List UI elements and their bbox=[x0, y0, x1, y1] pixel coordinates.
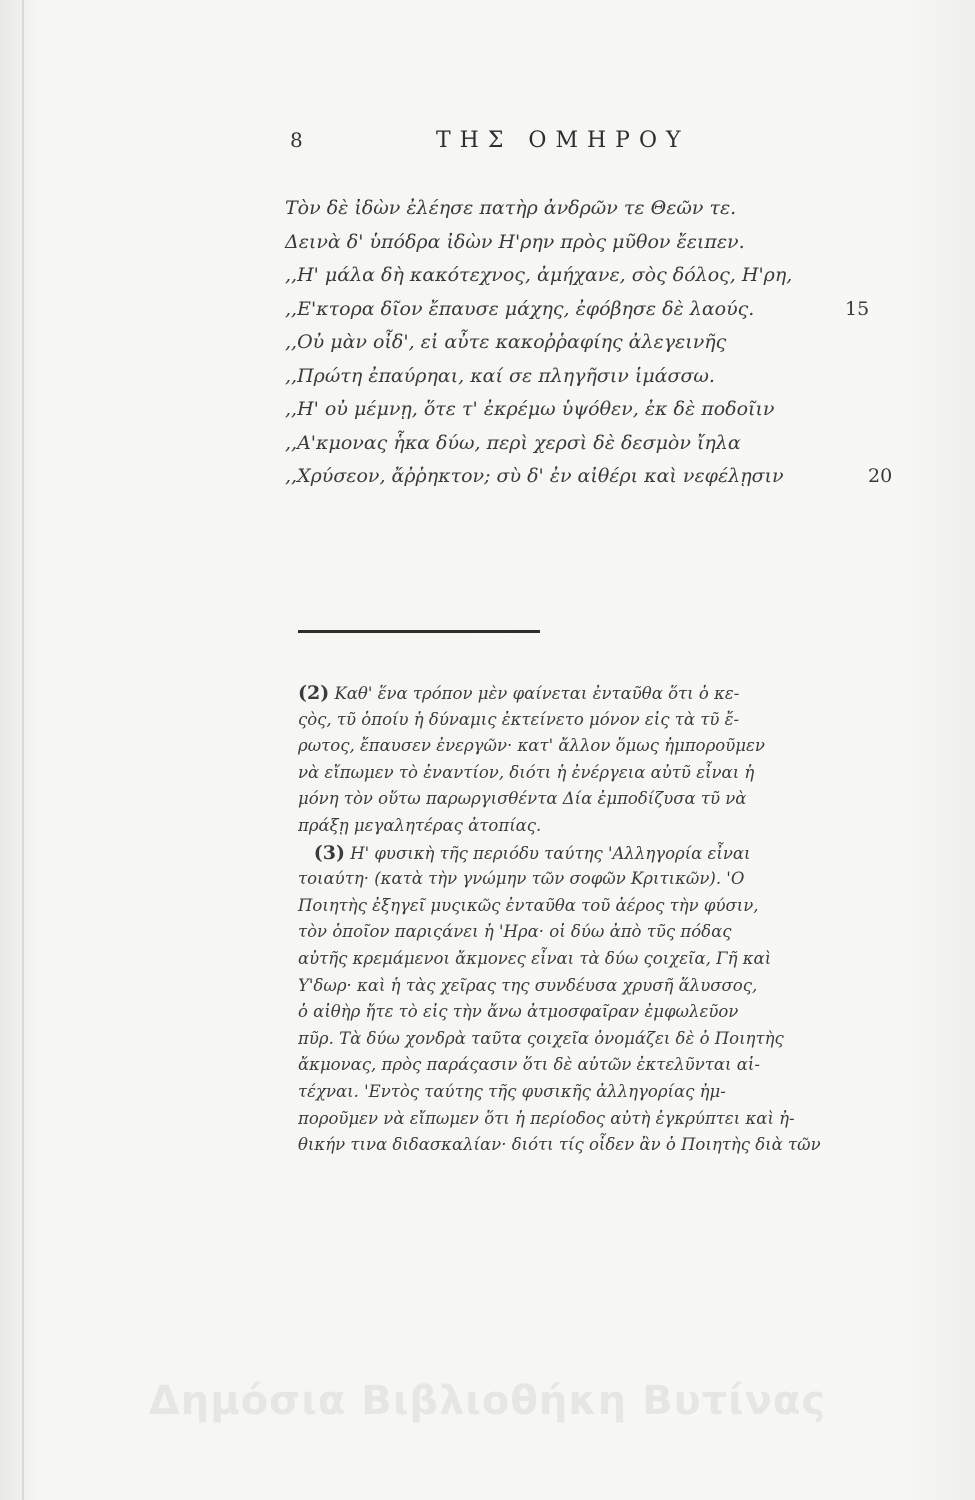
footnote-line bbox=[298, 680, 908, 707]
footnote-label: (3) bbox=[313, 841, 345, 864]
footnote-text: ςὸς, τῦ ὁποίυ ἡ δύναμις ἐκτείνετο μόνον εἰς τὰ τῦ ἔ- bbox=[298, 709, 740, 729]
verse-text: ,,Πρώτη ἐπαύρηαι, καί σε πληγῆσιν ἱμάσσω. bbox=[285, 364, 715, 387]
footnote-line bbox=[298, 999, 908, 1026]
verse-text: ,,Ε'κτορα δῖον ἔπαυσε μάχης, ἐφόβησε δὲ λαούς. bbox=[285, 297, 755, 320]
footnote-line bbox=[298, 813, 908, 840]
footnote-line bbox=[298, 786, 908, 813]
footnote-3 bbox=[298, 840, 908, 1159]
verse-text: ,,Α'κμονας ἧκα δύω, περὶ χερσὶ δὲ δεσμὸν ἴηλα bbox=[285, 431, 741, 454]
verse-line bbox=[285, 326, 925, 360]
footnote-text: θικήν τινα διδασκαλίαν· διότι τίς οἶδεν ἂν ὁ Ποιητὴς διὰ τῶν bbox=[298, 1135, 821, 1155]
verse-line bbox=[285, 259, 925, 293]
footnote-line bbox=[298, 1079, 908, 1106]
verse-line bbox=[285, 293, 925, 327]
footnote-line bbox=[298, 1106, 908, 1133]
footnote-2 bbox=[298, 680, 908, 840]
footnote-text: ἄκμονας, πρὸς παράςασιν ὅτι δὲ αὐτῶν ἐκτελῦνται αἱ- bbox=[298, 1055, 760, 1075]
footnote-line bbox=[298, 919, 908, 946]
verse-line bbox=[285, 360, 925, 394]
verse-text: ,,Χρύσεον, ἄῤῥηκτον; σὺ δ' ἐν αἰθέρι καὶ νεφέλῃσιν bbox=[285, 465, 784, 487]
footnote-text: Υ'δωρ· καὶ ἡ τὰς χεῖρας της συνδέυσα χρυσῆ ἅλυσσος, bbox=[298, 975, 758, 995]
running-title: ΤΗΣ ΟΜΗΡΟΥ bbox=[436, 128, 690, 153]
footnote-line bbox=[298, 733, 908, 760]
verse-text: ,,Οὐ μὰν οἶδ', εἰ αὖτε κακοῤῥαφίης ἀλεγεινῆς bbox=[285, 331, 727, 353]
footnote-rule bbox=[298, 630, 540, 633]
footnote-text: Η' φυσικὴ τῆς περιόδυ ταύτης 'Αλληγορία εἶναι bbox=[350, 843, 751, 863]
verse-block bbox=[285, 192, 925, 494]
verse-text: Τὸν δὲ ἰδὼν ἐλέησε πατὴρ ἀνδρῶν τε Θεῶν τε. bbox=[285, 197, 737, 219]
verse-text: ,,Η' οὐ μέμνῃ, ὅτε τ' ἐκρέμω ὑψόθεν, ἐκ δὲ ποδοῖιν bbox=[285, 398, 775, 420]
footnote-line bbox=[298, 707, 908, 734]
footnote-line bbox=[298, 1026, 908, 1053]
footnote-text: ποροῦμεν νὰ εἴπωμεν ὅτι ἡ περίοδος αὐτὴ ἐγκρύπτει καὶ ἠ- bbox=[298, 1108, 795, 1128]
line-number: 20 bbox=[868, 465, 893, 487]
footnote-text: τοιαύτη· (κατὰ τὴν γνώμην τῶν σοφῶν Κριτικῶν). 'Ο bbox=[298, 869, 745, 889]
verse-text: Δεινὰ δ' ὑπόδρα ἰδὼν Η'ρην πρὸς μῦθον ἔειπεν. bbox=[285, 230, 745, 253]
page-number: 8 bbox=[290, 128, 303, 152]
verse-line bbox=[285, 226, 925, 260]
footnote-text: πράξῃ μεγαλητέρας ἀτοπίας. bbox=[298, 815, 542, 835]
footnote-text: αὐτῆς κρεμάμενοι ἄκμονες εἶναι τὰ δύω ςοιχεῖα, Γῆ καὶ bbox=[298, 948, 772, 968]
footnote-text: Ποιητὴς ἐξηγεῖ μυςικῶς ἐνταῦθα τοῦ ἀέρος τὴν φύσιν, bbox=[298, 895, 759, 915]
verse-line bbox=[285, 427, 925, 461]
footnote-line bbox=[298, 973, 908, 1000]
footnote-label: (2) bbox=[298, 682, 330, 704]
footnote-line bbox=[298, 866, 908, 893]
footnote-text: νὰ εἴπωμεν τὸ ἐναντίον, διότι ἡ ἐνέργεια αὐτῦ εἶναι ἡ bbox=[298, 762, 755, 782]
verse-line bbox=[285, 393, 925, 427]
line-number: 15 bbox=[845, 297, 870, 320]
footnotes bbox=[298, 680, 908, 1159]
footnote-line bbox=[298, 893, 908, 920]
footnote-text: ρωτος, ἔπαυσεν ἐνεργῶν· κατ' ἄλλον ὅμως ἠμποροῦμεν bbox=[298, 736, 765, 756]
footnote-line bbox=[298, 760, 908, 787]
verse-line bbox=[285, 460, 925, 494]
footnote-text: τέχναι. 'Εντὸς ταύτης τῆς φυσικῆς ἀλληγορίας ἠμ- bbox=[298, 1081, 726, 1101]
page-gutter-edge bbox=[22, 0, 24, 1500]
footnote-text: τὸν ὁποῖον παριςάνει ἡ 'Ηρα· οἱ δύω ἀπὸ τῦς πόδας bbox=[298, 922, 732, 942]
verse-text: ,,Η' μάλα δὴ κακότεχνος, ἀμήχανε, σὸς δόλος, Η'ρη, bbox=[285, 264, 793, 286]
footnote-line bbox=[298, 840, 908, 867]
footnote-text: ὁ αἰθὴρ ἤτε τὸ εἰς τὴν ἄνω ἀτμοσφαῖραν ἐμφωλεῦον bbox=[298, 1002, 739, 1022]
footnote-text: πῦρ. Τὰ δύω χονδρὰ ταῦτα ςοιχεῖα ὀνομάζει δὲ ὁ Ποιητὴς bbox=[298, 1028, 784, 1048]
footnote-text: Καθ' ἕνα τρόπον μὲν φαίνεται ἐνταῦθα ὅτι ὁ κε- bbox=[334, 684, 740, 703]
footnote-line bbox=[298, 1052, 908, 1079]
verse-line bbox=[285, 192, 925, 226]
footnote-line bbox=[298, 1132, 908, 1159]
footnote-text: μόνη τὸν οὕτω παρωργισθέντα Δία ἐμποδίζυσα τῦ νὰ bbox=[298, 789, 747, 809]
running-head bbox=[290, 128, 770, 158]
library-watermark: Δημόσια Βιβλιοθήκη Βυτίνας bbox=[148, 1378, 827, 1424]
footnote-line bbox=[298, 946, 908, 973]
